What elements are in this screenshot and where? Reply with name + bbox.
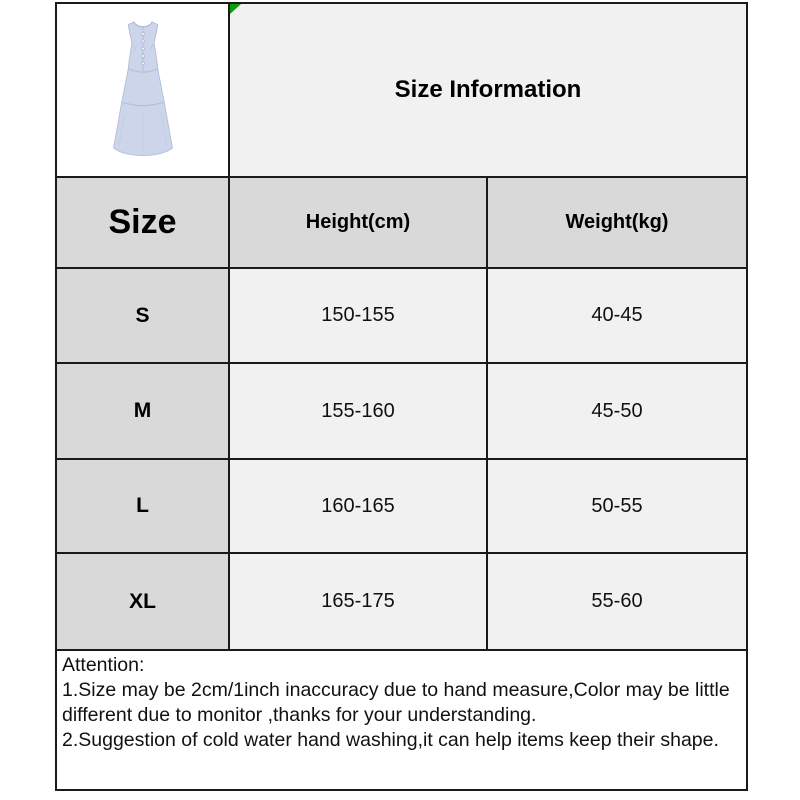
height-value: 155-160 [230,364,488,458]
column-header-size: Size [57,178,230,267]
corner-marker-icon [230,4,241,14]
attention-note-1: 1.Size may be 2cm/1inch inaccuracy due to hand measure,Color may be little different due to monitor ,thanks for your understanding. [62,679,730,726]
column-header-height: Height(cm) [230,178,488,267]
attention-box [57,651,746,789]
title-cell [230,4,746,176]
size-label: M [57,364,230,458]
title-row [57,4,746,178]
attention-title: Attention: [62,654,145,676]
column-header-weight: Weight(kg) [488,178,746,267]
attention-row [57,651,746,789]
weight-value: 40-45 [488,269,746,362]
height-value: 160-165 [230,460,488,552]
product-image-cell [57,4,230,176]
table-row-l [57,460,746,554]
size-label: L [57,460,230,552]
height-value: 165-175 [230,554,488,649]
column-header-row [57,178,746,269]
table-row-s [57,269,746,364]
table-row-m [57,364,746,460]
page-title: Size Information [394,76,582,103]
dress-image [97,9,189,171]
table-row-xl [57,554,746,651]
size-label: XL [57,554,230,649]
weight-value: 55-60 [488,554,746,649]
size-label: S [57,269,230,362]
weight-value: 50-55 [488,460,746,552]
height-value: 150-155 [230,269,488,362]
size-chart-table [55,2,748,791]
attention-note-2: 2.Suggestion of cold water hand washing,it can help items keep their shape. [62,729,719,751]
weight-value: 45-50 [488,364,746,458]
